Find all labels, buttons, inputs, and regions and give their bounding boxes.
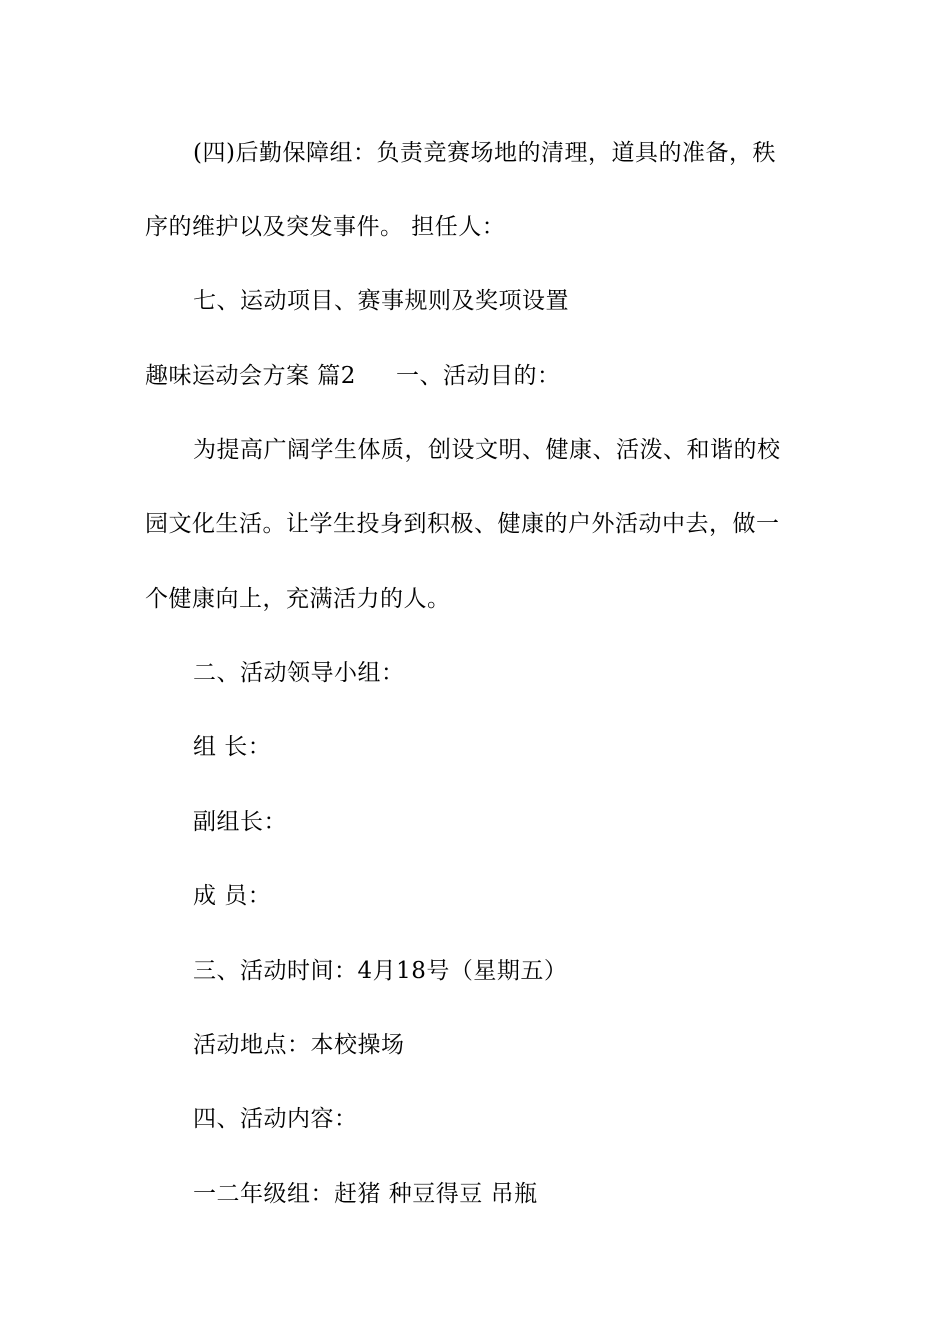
- paragraph-purpose-line-3: 个健康向上，充满活力的人。: [145, 586, 451, 612]
- heading-plan-2-line: [145, 360, 815, 392]
- paragraph-purpose-line-2: 园文化生活。让学生投身到积极、健康的户外活动中去，做一: [145, 511, 780, 537]
- plan-2-title: 趣味运动会方案 篇2: [145, 363, 356, 389]
- paragraph-logistics-line-1: (四)后勤保障组：负责竞赛场地的清理，道具的准备，秩: [193, 140, 776, 166]
- deputy-leader-line: 副组长：: [193, 809, 287, 835]
- grade-1-2-events-line: 一二年级组：赶猪 种豆得豆 吊瓶: [193, 1181, 538, 1207]
- heading-activity-content: 四、活动内容：: [193, 1106, 358, 1132]
- activity-time-line: 三、活动时间：4月18号（星期五）: [193, 958, 568, 984]
- members-line: 成 员：: [193, 883, 272, 909]
- heading-sports-items: 七、运动项目、赛事规则及奖项设置: [193, 288, 569, 314]
- paragraph-logistics-line-2: 序的维护以及突发事件。 担任人：: [145, 214, 506, 240]
- paragraph-purpose-line-1: 为提高广阔学生体质，创设文明、健康、活泼、和谐的校: [193, 437, 781, 463]
- heading-activity-purpose: 一、活动目的：: [395, 363, 561, 389]
- activity-location-line: 活动地点：本校操场: [193, 1032, 405, 1058]
- heading-leadership-group: 二、活动领导小组：: [193, 660, 405, 686]
- leader-line: 组 长：: [193, 734, 272, 760]
